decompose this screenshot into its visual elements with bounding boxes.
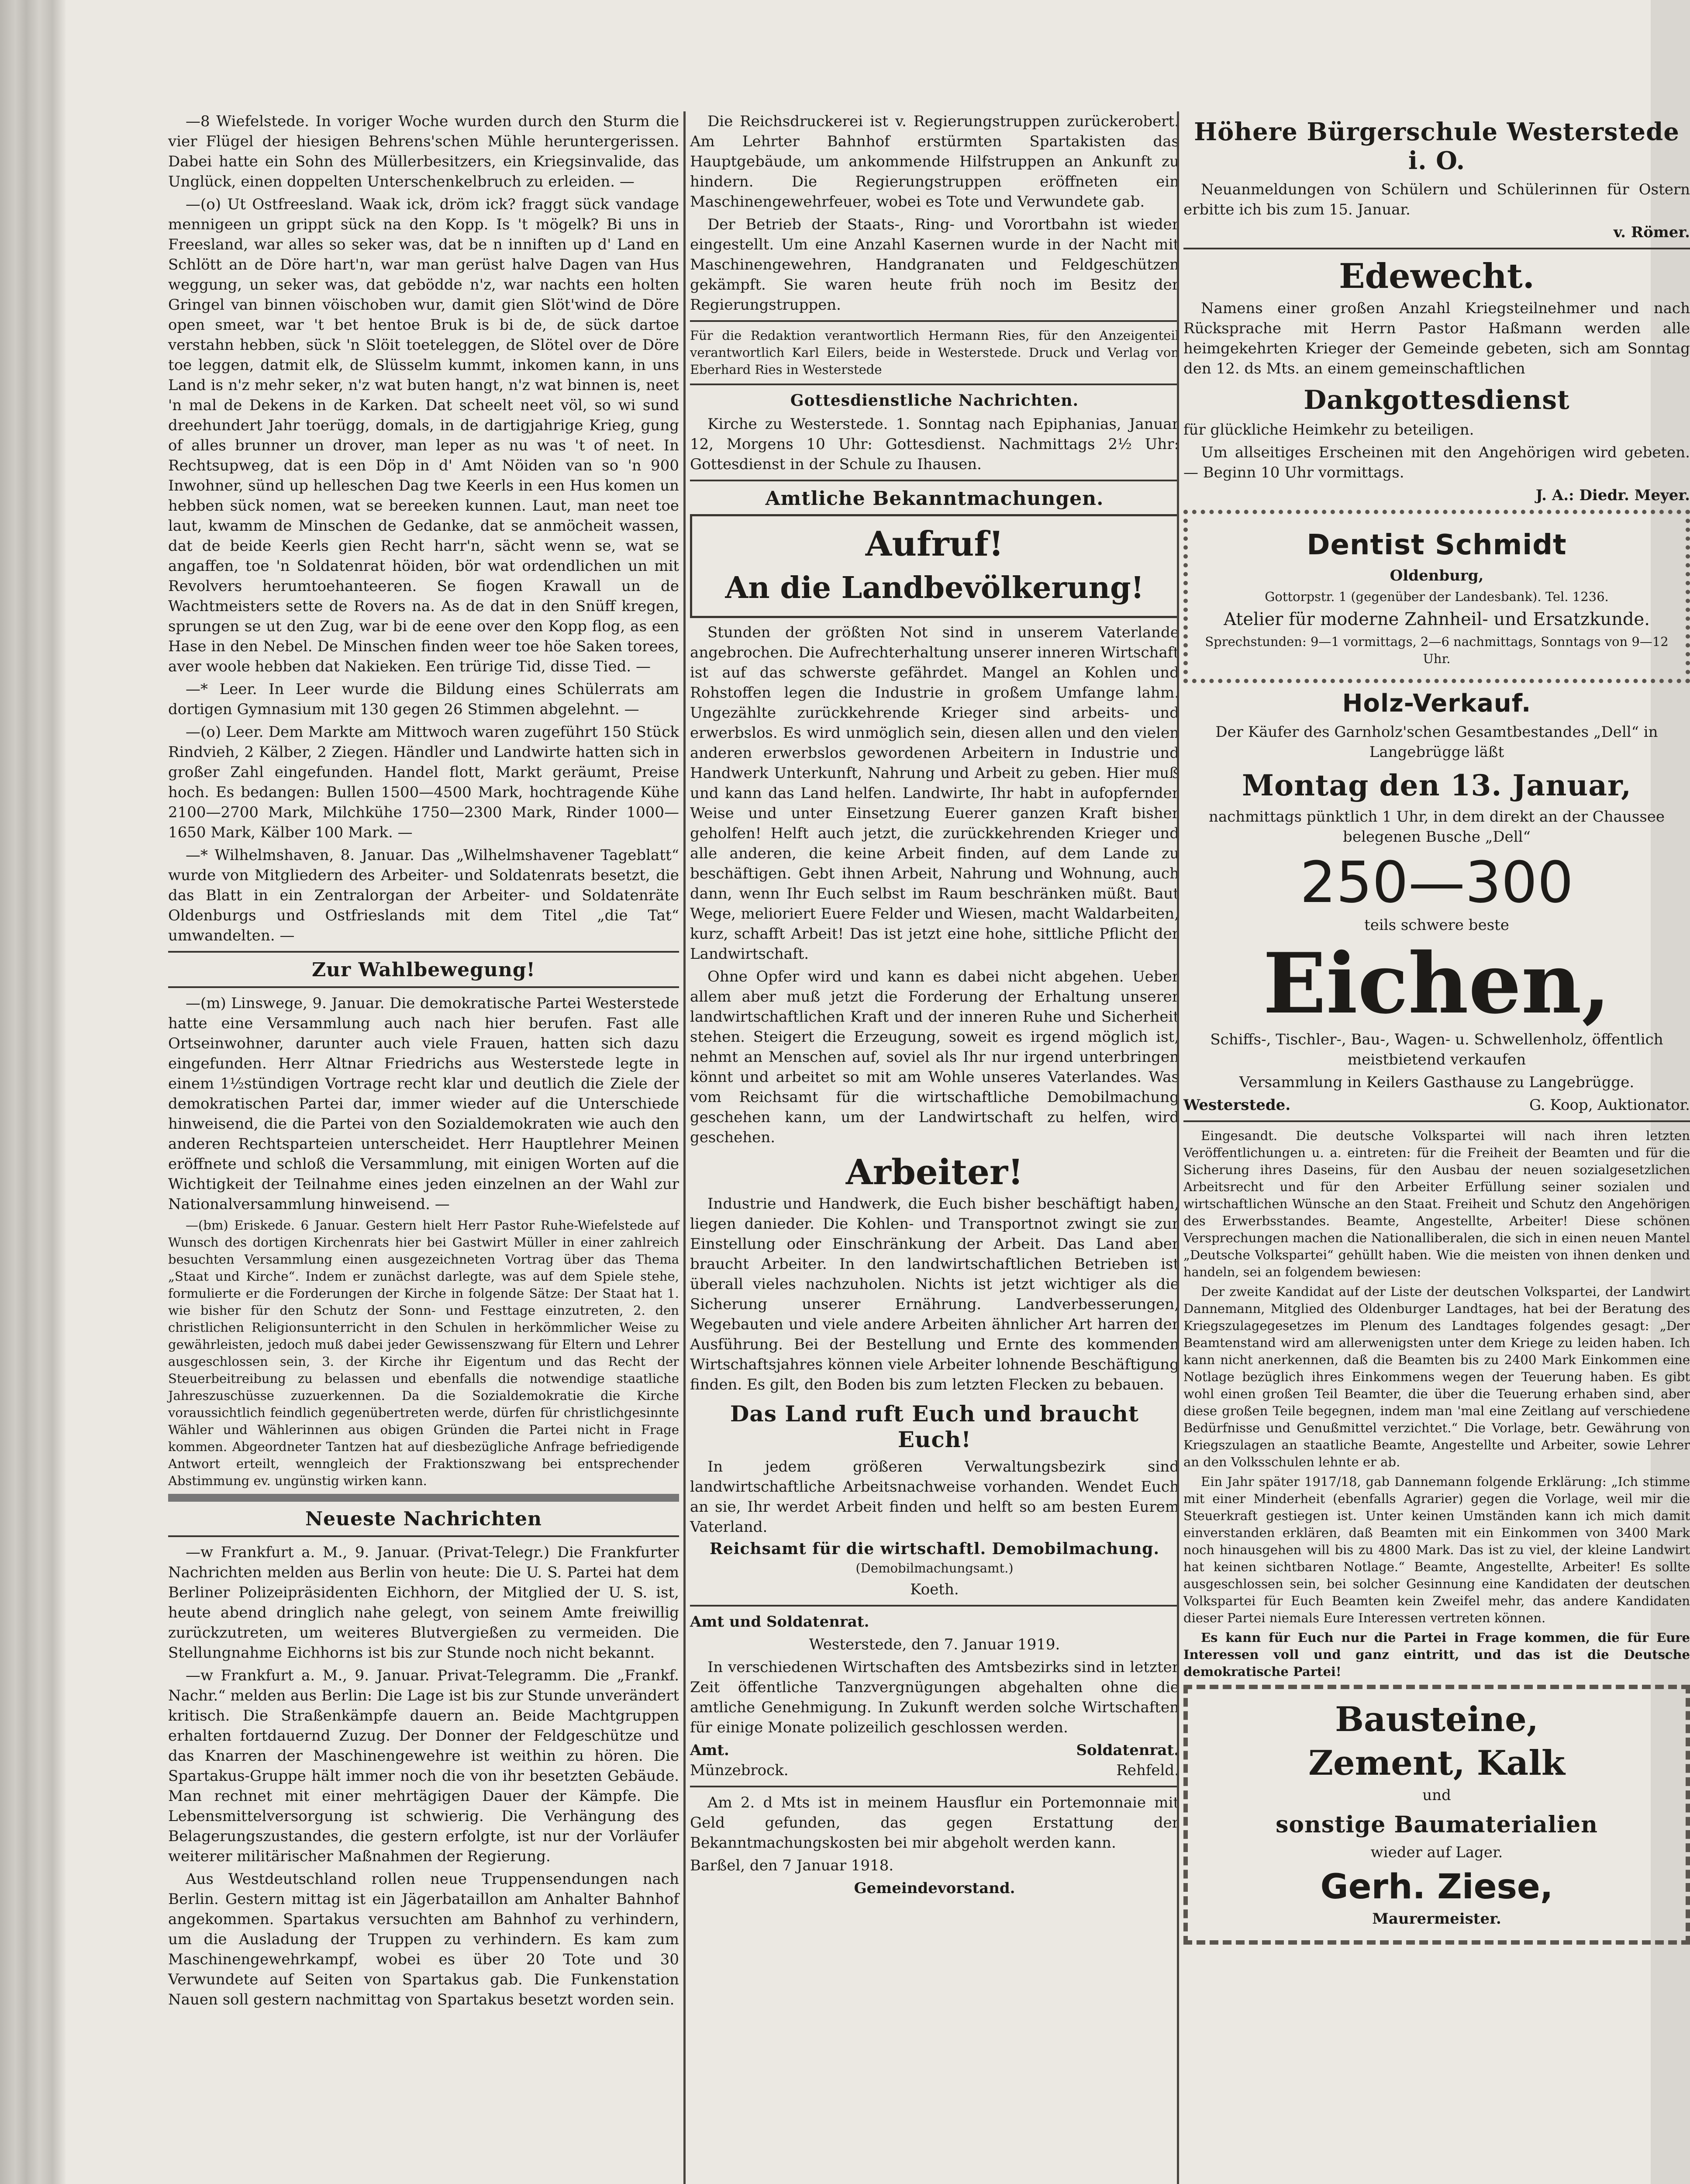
dentist-city: Oldenburg, (1390, 567, 1484, 584)
holz-text-4: Schiffs-, Tischler-, Bau-, Wagen- u. Schwellenholz, öffentlich meistbietend verkaufen (1210, 1031, 1663, 1068)
signatures-names (690, 1760, 1179, 1780)
news-frankfurt-1: —w Frankfurt a. M., 9. Januar. (Privat-Telegr.) Die Frankfurter Nachrichten melden aus Berlin von heute: Die U. S. Partei hat dem Berliner Polizeipräsidenten Eichhorn, der Mitglied der U. S. ist, heute abend dringlich nahe gelegt, von seinem Amte freiwillig zurückzutreten, um weiteres Blutvergießen zu vermeiden. Die Stellungnahme Eichhorns ist bis zur Stunde noch nicht bekannt. (168, 1544, 679, 1662)
signatures-row (690, 1740, 1179, 1760)
news-westdeutschland: Aus Westdeutschland rollen neue Truppensendungen nach Berlin. Gestern mittag ist ein Jägerbataillon am Anhalter Bahnhof angekommen. Spartakus versuchten am Bahnhof zu verhindern, um die Ausladung der Truppen zu verhindern. Es kam zum Maschinengewehrkampf, wobei es über 20 Tote und 30 Verwundete auf Seiten von Spartakus gab. Die Funkenstation Nauen soll gestern nachmittag von Spartakus besetzt worden sein. (168, 1870, 679, 2008)
heading-amtliche: Amtliche Bekanntmachungen. (765, 487, 1104, 510)
heading-amt-soldatenrat: Amt und Soldatenrat. (690, 1613, 869, 1631)
divider (690, 1786, 1179, 1787)
bau-lager: wieder auf Lager. (1370, 1844, 1503, 1861)
newspaper-page (66, 0, 1690, 2184)
eichen-heading: Eichen, (1263, 935, 1611, 1032)
divider (690, 384, 1179, 385)
barssel-dateline: Barßel, den 7 Januar 1918. (690, 1857, 894, 1874)
holz-text-5: Versammlung in Keilers Gasthause zu Langebrügge. (1239, 1074, 1635, 1091)
dentist-address: Gottorpstr. 1 (gegenüber der Landesbank). Tel. 1236. (1265, 589, 1609, 604)
divider (1183, 248, 1690, 249)
edewecht-heading: Edewecht. (1339, 256, 1535, 296)
holz-date: Montag den 13. Januar, (1242, 768, 1632, 802)
arbeiter-title: Arbeiter! (845, 1151, 1024, 1192)
bau-und: und (1422, 1787, 1451, 1804)
baumaterial-ad (1183, 1685, 1690, 1945)
soldatenrat-label: Soldatenrat. (1076, 1742, 1179, 1759)
news-bahn: Der Betrieb der Staats-, Ring- und Vorortbahn ist wieder eingestellt. Um eine Anzahl Kasernen wurde in der Nacht mit Maschinengewehren, Handgranaten und Feldgeschützen gekämpft. Sie waren heute früh noch im Besitz der Regierungstruppen. (690, 216, 1179, 314)
amt-label: Amt. (690, 1742, 729, 1759)
section-heading-wahlbewegung: Zur Wahlbewegung! (312, 959, 535, 981)
meyer-signature: J. A.: Diedr. Meyer. (1535, 487, 1690, 504)
aufruf-title: Aufruf! (865, 524, 1004, 564)
land-ruft-heading: Das Land ruft Euch und braucht Euch! (730, 1401, 1139, 1452)
gemeindevorstand: Gemeindevorstand. (854, 1880, 1015, 1897)
roemer-signature: v. Römer. (1613, 224, 1690, 241)
holz-verkauf-heading: Holz-Verkauf. (1342, 689, 1531, 718)
edewecht-text-2: für glückliche Heimkehr zu beteiligen. (1183, 421, 1474, 439)
divider (1183, 1120, 1690, 1122)
koeth-signature: Koeth. (910, 1581, 959, 1598)
column-right (1183, 111, 1690, 2184)
news-eriskede: —(bm) Eriskede. 6 Januar. Gestern hielt Herr Pastor Ruhe-Wiefelstede auf Wunsch des dortigen Kirchenrats hier bei Gastwirt Müller in einer zahlreich besuchten Versammlung einen ausgezeichneten Vortrag über das Thema „Staat und Kirche“. Indem er zunächst darlegte, was auf dem Spiele stehe, formulierte er die Forderungen der Kirche in folgende Sätze: Der Staat hat 1. wie bisher für den Schutz der Sonn- und Festtage einzutreten, 2. den christlichen Religionsunterricht in den Schulen in herkömmlicher Weise zu gewährleisten, jedoch muß dabei jeder Gewissenszwang für Eltern und Lehrer ausgeschlossen sein, 3. der Kirche ihr Eigentum und das Recht der Steuerbeitreibung zu belassen und ebenfalls die notwendige staatliche Jahreszuschüsse zuzuerkennen. Da die Sozialdemokratie die Kirche voraussichtlich feindlich gegenübertreten werde, dürfen für christlichgesinnte Wähler und Wählerinnen aus obigen Gründen die Partei nicht in Frage kommen. Abgeordneter Tantzen hat auf diesbezügliche Anfrage befriedigende Antwort erteilt, wenngleich der Fraktionszwang bei entsprechender Abstimmung ev. ungünstig wirken kann. (168, 1218, 679, 1488)
aufruf-notice (690, 514, 1179, 618)
eingesandt-text-2: Der zweite Kandidat auf der Liste der deutschen Volkspartei, der Landwirt Dannemann, Mitglied des Oldenburger Landtages, hat bei der Beratung des Kriegszulagegesetzes im Plenum des Landtages folgendes gesagt: „Der Beamtenstand wird am allerwenigsten unter dem Kriege zu leiden haben. Ich kann nicht anerkennen, daß die Beamten bis zu 2400 Mark Einkommen eine Notlage bezüglich ihres Einkommens wegen der Teuerung haben. Es gibt wohl einen großen Teil Beamter, die über die Teuerung erhaben sind, aber diese großen Teile begegnen, indem man 'mal eine Zeitlang auf verschiedene Bedürfnisse und Genußmittel verzichtet.“ Die Vorlage, betr. Gewährung von Kriegszulagen an staatliche Beamte, Angestellte und Arbeiter, sowie Lehrer an den Volksschulen lehnte er ab. (1183, 1284, 1690, 1469)
aufruf-text-2: Ohne Opfer wird und kann es dabei nicht abgehen. Ueber allem aber muß jetzt die Forderung der Erhaltung unserer landwirtschaftlichen Kraft und der inneren Ruhe und Sicherheit stehen. Steigert die Erzeugung, soweit es irgend möglich ist, nehmt an Menschen auf, soviel als Ihr nur irgend unterbringen könnt und arbeitet so mit am Wohle unseres Vaterlandes. Was vom Reichsamt für die wirtschaftliche Demobilmachung geschehen kann, um der Landwirtschaft zu helfen, wird geschehen. (690, 968, 1179, 1146)
holz-text-2: nachmittags pünktlich 1 Uhr, in dem direkt an der Chaussee belegenen Busche „Dell“ (1208, 808, 1665, 846)
news-frankfurt-2: —w Frankfurt a. M., 9. Januar. Privat-Telegramm. Die „Frankf. Nachr.“ melden aus Berlin: Die Lage ist bis zur Stunde unverändert kritisch. Die Straßenkämpfe dauern an. Beide Machtgruppen erhalten fortdauernd Zuzug. Der Donner der Feldgeschütze und das Knarren der Maschinengewehre ist weithin zu hören. Die Spartakus-Gruppe hält immer noch die von ihr besetzten Gebäude. Man rechnet mit einer mehrtägigen Dauer der Kämpfe. Die Lebensmittelversorgung ist schwierig. Die Verhängung des Belagerungszustandes, die gestern erfolgte, ist nur der Vorläufer weiterer militärischer Maßnahmen der Regierung. (168, 1667, 679, 1865)
aufruf-text-1: Stunden der größten Not sind in unserem Vaterlande angebrochen. Die Aufrechterhaltung unserer inneren Wirtschaft ist auf das schwerste gefährdet. Mangel an Kohlen und Rohstoffen legen die Industrie in großem Umfange lahm. Ungezählte zurückkehrende Krieger sind arbeits- und erwerbslos. Es wird unmöglich sein, diesen allen und den vielen anderen erwerbslos gewordenen Arbeitern in Industrie und Handwerk Unterkunft, Nahrung und Arbeit zu geben. Hier muß und kann das Land helfen. Landwirte, Ihr habt in aufopfernder Weise und unter Einsetzung Euerer ganzen Kraft bisher geholfen! Helft auch jetzt, die zurückkehrenden Krieger und alle anderen, die keine Arbeit finden, auf dem Lande zu beschäftigen. Gebt ihnen Arbeit, Nahrung und Wohnung, auch dann, wenn Ihr Euch selbst im Raum beschränken müßt. Baut Wege, melioriert Euere Felder und Wiesen, macht Waldarbeiten, kurz, schafft Arbeit! Das ist jetzt eine hohe, sittliche Pflicht der Landwirtschaft. (690, 624, 1179, 963)
news-wilhelmshaven: —* Wilhelmshaven, 8. Januar. Das „Wilhelmshavener Tageblatt“ wurde von Mitgliedern des Arbeiter- und Soldatenrats besetzt, die das Blatt in ein Zentralorgan der Arbeiter- und Soldatenräte Oldenburgs und Ostfrieslands mit dem Titel „die Tat“ umwandelten. — (168, 847, 679, 944)
zement-kalk: Zement, Kalk (1308, 1743, 1565, 1783)
dentist-ad (1183, 510, 1690, 683)
holz-text: Der Käufer des Garnholz'schen Gesamtbestandes „Dell“ in Langebrügge läßt (1215, 723, 1658, 761)
gerh-ziese: Gerh. Ziese, (1320, 1867, 1553, 1907)
dentist-hours: Sprechstunden: 9—1 vormittags, 2—6 nachmittags, Sonntags von 9—12 Uhr. (1205, 634, 1669, 666)
eingesandt-text: Eingesandt. Die deutsche Volkspartei will nach ihren letzten Veröffentlichungen u. a. eintreten: für die Freiheit der Beamten und für die Sicherung ihres Daseins, für den Ausbau der neuen sozialgesetzlichen Arbeitsrecht und für den Arbeiter Erfüllung seiner sozialen und wirtschaftlichen Wünsche an den Staat. Freiheit und Schutz den Angehörigen des Erwerbsstandes. Beamte, Angestellte, Arbeiter! Diese schönen Versprechungen machen die Nationalliberalen, die sich in einen neuen Mantel „Deutsche Volkspartei“ gehüllt haben. Wie die meisten von ihnen denken und handeln, sei an folgendem bewiesen: (1183, 1128, 1690, 1279)
koop-signature: G. Koop, Auktionator. (1529, 1096, 1690, 1114)
holz-number: 250—300 (1300, 849, 1574, 916)
news-linswege: —(m) Linswege, 9. Januar. Die demokratische Partei Westerstede hatte eine Versammlung auch nach hier berufen. Fast alle Ortseinwohner, darunter auch viele Frauen, hatten sich dazu eingefunden. Herr Altnar Friedrichs aus Westerstede legte in einem 1½stündigen Vortrage recht klar und deutlich die Ziele der demokratischen Partei dar, immer wieder auf die Unterschiede hinweisend, die die Partei von den Sozialdemokraten wie auch den anderen Rechtsparteien unterscheidet. Herr Hauptlehrer Meinen eröffnete und schloß die Versammlung, mit einigen Worten auf die Wichtigkeit der Teilnahme eines jeden einzelnen an der Wahl zur Nationalversammlung hinweisend. — (168, 995, 679, 1213)
dentist-atelier: Atelier für moderne Zahnheil- und Ersatzkunde. (1224, 609, 1650, 629)
bausteine: Bausteine, (1335, 1700, 1538, 1739)
maurermeister: Maurermeister. (1372, 1910, 1501, 1928)
news-wiefelstede: —8 Wiefelstede. In voriger Woche wurden durch den Sturm die vier Flügel der hiesigen Behrens'schen Mühle heruntergerissen. Dabei hatte ein Sohn des Müllerbesitzers, ein Kriegsinvalide, das Unglück, einen doppelten Unterschenkelbruch zu erleiden. — (168, 113, 679, 190)
eingesandt-text-4: Es kann für Euch nur die Partei in Frage kommen, die für Eure Interessen voll und ganz eintritt, und das ist die Deutsche demokratische Partei! (1183, 1630, 1690, 1679)
landbevoelkerung-title: An die Landbevölkerung! (725, 570, 1144, 605)
eingesandt-text-3: Ein Jahr später 1917/18, gab Dannemann folgende Erklärung: „Ich stimme mit einer Minderheit (ebenfalls Agrarier) gegen die Vorlage, weil mir die Steuerkraft gestiegen ist. Unter keinen Umständen kann ich mich damit einverstanden erklären, daß Beamten mit ein Einkommen von 3400 Mark noch hinausgehen will bis zu 4800 Mark. Das ist zu viel, der kleine Landwirt hat keinen sichtbaren Notlage.“ Beamte, Angestellte, Arbeiter! Es sollte ausgeschlossen sein, bei solcher Gesinnung eine Kandidaten der deutschen Volkspartei für Euch Beamten kein Zweifel mehr, das andere Kandidaten dieser Partei niemals Eure Interessen vertreten können. (1183, 1474, 1690, 1625)
column-middle (690, 111, 1179, 2184)
arbeiter-text: Industrie und Handwerk, die Euch bisher beschäftigt haben, liegen danieder. Die Kohlen- und Transportnot zwingt sie zur Einstellung oder Einschränkung der Arbeit. Das Land aber braucht Arbeiter. In den landwirtschaftlichen Betrieben ist überall vieles nachzuholen. Nichts ist jetzt wichtiger als die Sicherung unserer Ernährung. Landverbesserungen, Wegebauten und viele andere Arbeiten ähnlicher Art harren der Ausführung. Bei der Bestellung und Ernte des kommenden Wirtschaftsjahres können viele Arbeiter lohnende Beschäftigung finden. Es gilt, den Boden bis zum letzten Flecken zu bebauen. (690, 1195, 1179, 1393)
edewecht-text: Namens einer großen Anzahl Kriegsteilnehmer und nach Rücksprache mit Herrn Pastor Haßmann werden alle heimgekehrten Krieger der Gemeinde gebeten, sich am Sonntag den 12. ds Mts. an einem gemeinschaftlichen (1183, 300, 1690, 377)
column-rule (1177, 111, 1179, 2184)
news-reichsdruckerei: Die Reichsdruckerei ist v. Regierungstruppen zurückerobert. Am Lehrter Bahnhof erstürmten Spartakisten das Hauptgebäude, um ankommende Hilfstruppen an Ankunft zu hindern. Die Regierungstruppen eröffneten ein Maschinengewehrfeuer, wobei es Tote und Verwundete gab. (690, 113, 1179, 211)
divider-bar (168, 1494, 679, 1502)
divider (690, 1605, 1179, 1607)
baumaterialien: sonstige Baumaterialien (1276, 1811, 1598, 1838)
rehfeld: Rehfeld. (1116, 1762, 1179, 1779)
westerstede-label: Westerstede. (1183, 1096, 1291, 1114)
arbeitsnachweise-text: In jedem größeren Verwaltungsbezirk sind landwirtschaftliche Arbeitsnachweise vorhanden. Wendet Euch an sie, Ihr werdet Arbeit finden und helft so am besten Eurem Vaterland. (690, 1458, 1179, 1536)
news-leer-markt: —(o) Leer. Dem Markte am Mittwoch waren zugeführt 150 Stück Rindvieh, 2 Kälber, 2 Ziegen. Händler und Landwirte hatten sich in großer Zahl eingefunden. Handel flott, Markt geräumt, Preise hoch. Es bedangen: Bullen 1500—4500 Mark, hochtragende Kühe 2100—2700 Mark, Milchkühe 1750—2300 Mark, Rinder 1000—1650 Mark, Kälber 100 Mark. — (168, 723, 679, 841)
divider (168, 986, 679, 988)
tanz-text: In verschiedenen Wirtschaften des Amtsbezirks sind in letzter Zeit öffentliche Tanzvergnügungen abgehalten ohne die amtliche Genehmigung. In Zukunft werden solche Wirtschaften für einige Monate polizeilich geschlossen werden. (690, 1659, 1179, 1736)
column-left (168, 111, 679, 2184)
divider (168, 1535, 679, 1537)
holz-signature-row (1183, 1095, 1690, 1115)
dentist-name: Dentist Schmidt (1307, 529, 1567, 561)
edewecht-text-3: Um allseitiges Erscheinen mit den Angehörigen wird gebeten. — Beginn 10 Uhr vormittags. (1183, 444, 1690, 481)
column-rule (683, 111, 686, 2184)
demob-line: (Demobilmachungsamt.) (855, 1561, 1014, 1576)
dateline: Westerstede, den 7. Januar 1919. (809, 1636, 1060, 1653)
divider (690, 320, 1179, 322)
divider (690, 480, 1179, 481)
page-edge (0, 0, 66, 2184)
portemonnaie-text: Am 2. d Mts ist in meinem Hausflur ein Portemonnaie mit Geld gefunden, das gegen Erstattung der Bekanntmachungskosten bei mir abgeholt werden kann. (690, 1794, 1179, 1852)
buergerschule-heading: Höhere Bürgerschule Westerstede i. O. (1194, 117, 1680, 175)
heading-gottesdienst: Gottesdienstliche Nachrichten. (790, 391, 1079, 410)
divider (168, 951, 679, 953)
news-ostfreesland: —(o) Ut Ostfreesland. Waak ick, dröm ick? fraggt sück vandage mennigeen un grippt sück na den Kopp. Is 't mögelk? Bi uns in Freesland, war alles so seker was, dat be n inniften up d' Land en Schlött an de Döre hart'n, war man gerüst halve Dagen van Hus weggung, un seker was, dat gebödde n'z, war nachts een holten Gringel van binnen vöischoben wur, damit gien Slöt'wind de Döre open smeet, war 't bet hentoe Bruk is bi de, de sück dartoe verstahn hebben, sück 'n Slöit toeteleggen, de Slötel over de Döre toe leggen, datmit elk, de Slüsselm kummt, inkomen kann, in uns Land is n'z mehr seker, n'z wat buten hangt, n'z wat binnen is, neet 'n mal de Dekens in de Karken. Dat scheelt neet völ, so wi sund dreehundert Jahr toerügg, domals, in de dartigjahrige Krieg, gung of alles brunner un drover, man leper as nu was 't of neet. In Rechtsupweg, dat is een Döp in d' Amt Nöiden van so 'n 900 Inwohner, sünd up helleschen Dag twe Keerls in een Hus komen un hebben sück nomen, wat se bereeken kunnen. Laut, man neet toe laut, kwamm de Minschen de Gedanke, dat se anmöcheit wassen, dat de beide Keerls gien Recht harr'n, sächt wenn se, wat se angaffen, toe 'n Soldatenrat höiden, bör wat ordendlichen un mit Revolvers herumtoehanteeren. Se fiogen Krawall un de Wachtmeisters sette de Rovers na. As de dat in den Snüff kregen, sprungen se ut den Zug, war bi de eene over den Kopp flog, as een Hase in den Nebel. De Minschen finden weer toe höe Saken torees, aver woole hebben dat Nakieken. Een trürige Tid, disse Tied. — (168, 196, 679, 675)
reichsamt-signature: Reichsamt für die wirtschaftl. Demobilmachung. (709, 1540, 1159, 1558)
imprint: Für die Redaktion verantwortlich Hermann Ries, für den Anzeigenteil verantwortlich Karl Eilers, beide in Westerstede. Druck und Verlag von Eberhard Ries in Westerstede (690, 328, 1179, 377)
section-heading-neueste: Neueste Nachrichten (305, 1508, 542, 1530)
gottesdienst-text: Kirche zu Westerstede. 1. Sonntag nach Epiphanias, Januar 12, Morgens 10 Uhr: Gottesdienst. Nachmittags 2½ Uhr: Gottesdienst in der Schule zu Ihausen. (690, 415, 1179, 473)
muenzebrock: Münzebrock. (690, 1762, 789, 1779)
dankgottesdienst: Dankgottesdienst (1304, 385, 1570, 415)
news-leer-schuelerrat: —* Leer. In Leer wurde die Bildung eines Schülerrats am dortigen Gymnasium mit 130 gegen 26 Stimmen abgelehnt. — (168, 681, 679, 718)
holz-text-3: teils schwere beste (1364, 916, 1509, 934)
buergerschule-text: Neuanmeldungen von Schülern und Schülerinnen für Ostern erbitte ich bis zum 15. Januar. (1183, 181, 1690, 218)
